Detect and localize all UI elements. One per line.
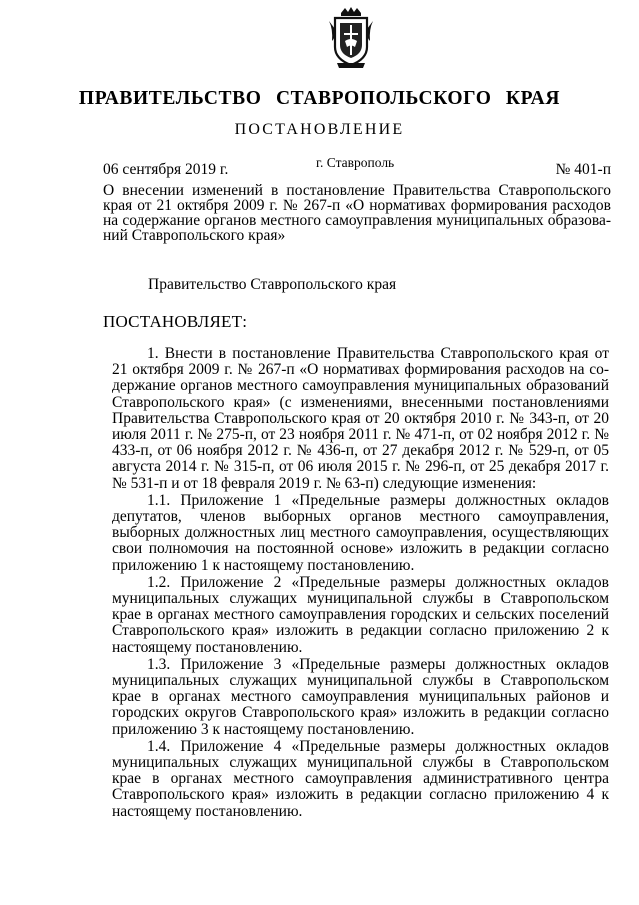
document-date: 06 сентября 2019 г. xyxy=(103,161,229,178)
government-title: ПРАВИТЕЛЬСТВО СТАВРОПОЛЬСКОГО КРАЯ xyxy=(78,88,561,109)
resolves-heading: ПОСТАНОВЛЯЕТ: xyxy=(103,312,248,331)
document-subject: О внесении изменений в постановление Правительства Ставропольского края от 21 октября 2009 г. № 267-п «О нормативах формирования расходов на содержание органов местного самоуправления муниципальных образований Ставропольского края» xyxy=(103,182,611,244)
document-number: № 401-п xyxy=(555,161,611,178)
paragraph-1-3: 1.3. Приложение 3 «Предельные размеры должностных окладов муниципальных служащих муниципальной службы в Ставропольском крае в органах местного самоуправления муниципальных районов и городских округов Ставропольского края» изложить в редакции согласно приложению 3 к настоящему постановлению. xyxy=(112,655,609,738)
document-body xyxy=(112,346,609,821)
issuing-authority: Правительство Ставропольского края xyxy=(148,276,397,293)
stavropol-coat-of-arms-icon xyxy=(327,7,375,69)
document-city: г. Ставрополь xyxy=(316,155,395,170)
paragraph-1-4: 1.4. Приложение 4 «Предельные размеры должностных окладов муниципальных служащих муниципальной службы в Ставропольском крае в органах местного самоуправления административного центра Ставропольского края» изложить в редакции согласно приложению 4 к настоящему постановлению. xyxy=(112,737,609,820)
date-line xyxy=(103,155,611,179)
document-type: ПОСТАНОВЛЕНИЕ xyxy=(234,121,405,138)
paragraph-1-1: 1.1. Приложение 1 «Предельные размеры должностных окладов депутатов, членов выборных органов местного самоуправления, выборных должностных лиц местного самоуправления, осуществляющих свои полномочия на постоянной основе» изложить в редакции согласно приложению 1 к настоящему постановлению. xyxy=(112,491,609,574)
paragraph-1: 1. Внести в постановление Правительства Ставропольского края от 21 октября 2009 г. № 267-п «О нормативах формирования расходов на содержание органов местного самоуправления муниципальных образований Ставропольского края» (с изменениями, внесенными постановлениями Правительства Ставропольского края от 20 октября 2010 г. № 343-п, от 20 июля 2011 г. № 275-п, от 23 ноября 2011 г. № 471-п, от 02 ноября 2012 г. № 433-п, от 06 ноября 2012 г. № 436-п, от 27 декабря 2012 г. № 529-п, от 05 августа 2014 г. № 315-п, от 06 июля 2015 г. № 296-п, от 25 декабря 2017 г. № 531-п и от 18 февраля 2019 г. № 63-п) следующие изменения: xyxy=(112,345,609,492)
paragraph-1-2: 1.2. Приложение 2 «Предельные размеры должностных окладов муниципальных служащих муниципальной службы в Ставропольском крае в органах местного самоуправления городских и сельских поселений Ставропольского края» изложить в редакции согласно приложению 2 к настоящему постановлению. xyxy=(112,573,609,656)
